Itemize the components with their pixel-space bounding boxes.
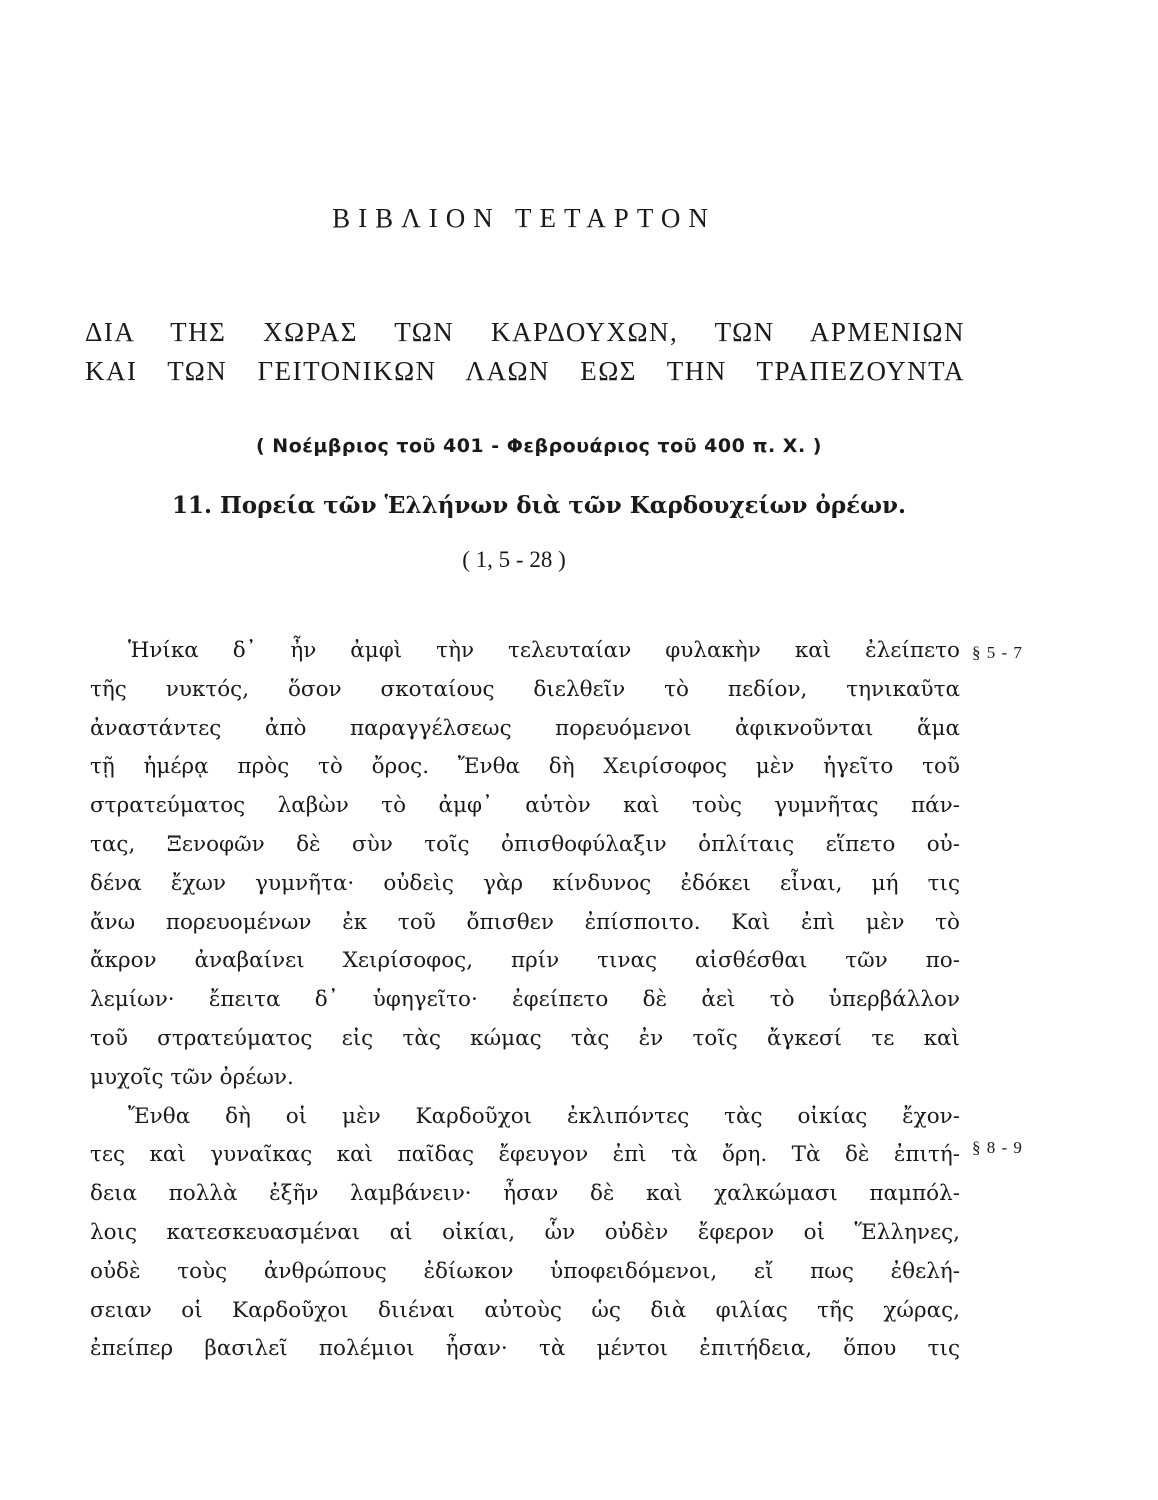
section-heading: 11. Πορεία τῶν Ἑλλήνων διὰ τῶν Καρδουχείων ὀρέων. bbox=[172, 492, 906, 519]
body-line: λεμίων· ἔπειτα δ᾽ ὑφηγεῖτο· ἐφείπετο δὲ ἀεὶ τὸ ὑπερβάλλον bbox=[90, 987, 960, 1013]
body-text bbox=[90, 632, 960, 1369]
date-range: ( Νοέμβριος τοῦ 401 - Φεβρουάριος τοῦ 400 π. Χ. ) bbox=[256, 435, 822, 457]
margin-ref-2: § 8 - 9 bbox=[972, 1138, 1023, 1157]
body-line: δένα ἔχων γυμνῆτα· οὐδεὶς γὰρ κίνδυνος ἐδόκει εἶναι, μή τις bbox=[90, 870, 960, 896]
body-line: Ἔνθα δὴ οἱ μὲν Καρδοῦχοι ἐκλιπόντες τὰς οἰκίας ἔχον- bbox=[128, 1103, 960, 1129]
body-line: ἐπείπερ βασιλεῖ πολέμιοι ἦσαν· τὰ μέντοι ἐπιτήδεια, ὅπου τις bbox=[90, 1336, 960, 1362]
body-line: στρατεύματος λαβὼν τὸ ἀμφ᾽ αὑτὸν καὶ τοὺς γυμνῆτας πάν- bbox=[90, 793, 960, 819]
body-line: οὐδὲ τοὺς ἀνθρώπους ἐδίωκον ὑποφειδόμενοι, εἴ πως ἐθελή- bbox=[90, 1258, 960, 1284]
body-line: τῇ ἡμέρᾳ πρὸς τὸ ὄρος. Ἔνθα δὴ Χειρίσοφος μὲν ἡγεῖτο τοῦ bbox=[90, 754, 960, 780]
section-range: ( 1, 5 - 28 ) bbox=[462, 547, 566, 572]
body-line: μυχοῖς τῶν ὀρέων. bbox=[90, 1064, 294, 1090]
body-line: ἄκρον ἀναβαίνει Χειρίσοφος, πρίν τινας αἰσθέσθαι τῶν πο- bbox=[90, 948, 960, 974]
body-line: τῆς νυκτός, ὅσον σκοταίους διελθεῖν τὸ πεδίον, τηνικαῦτα bbox=[90, 676, 960, 702]
body-line: τοῦ στρατεύματος εἰς τὰς κώμας τὰς ἐν τοῖς ἄγκεσί τε καὶ bbox=[90, 1025, 960, 1051]
subtitle-line-1: ΔΙΑ ΤΗΣ ΧΩΡΑΣ ΤΩΝ ΚΑΡΔΟΥΧΩΝ, ΤΩΝ ΑΡΜΕΝΙΩΝ bbox=[85, 317, 965, 347]
body-line: δεια πολλὰ ἐξῆν λαμβάνειν· ἦσαν δὲ καὶ χαλκώμασι παμπόλ- bbox=[90, 1181, 960, 1207]
margin-ref-1: § 5 - 7 bbox=[972, 643, 1023, 662]
body-line: ἄνω πορευομένων ἐκ τοῦ ὄπισθεν ἐπίσποιτο. Καὶ ἐπὶ μὲν τὸ bbox=[90, 909, 960, 935]
body-line: σειαν οἱ Καρδοῦχοι διιέναι αὐτοὺς ὡς διὰ φιλίας τῆς χώρας, bbox=[90, 1297, 960, 1323]
body-line: ἀναστάντες ἀπὸ παραγγέλσεως πορευόμενοι ἀφικνοῦνται ἅμα bbox=[90, 715, 960, 741]
body-line: λοις κατεσκευασμέναι αἱ οἰκίαι, ὧν οὐδὲν ἔφερον οἱ Ἕλληνες, bbox=[90, 1219, 960, 1245]
body-line: τες καὶ γυναῖκας καὶ παῖδας ἔφευγον ἐπὶ τὰ ὄρη. Τὰ δὲ ἐπιτή- bbox=[90, 1142, 960, 1168]
body-line: τας, Ξενοφῶν δὲ σὺν τοῖς ὀπισθοφύλαξιν ὁπλίταις εἵπετο οὐ- bbox=[90, 831, 960, 857]
body-line: Ἡνίκα δ᾽ ἦν ἀμφὶ τὴν τελευταίαν φυλακὴν καὶ ἐλείπετο bbox=[128, 638, 960, 663]
subtitle-line-2: ΚΑΙ ΤΩΝ ΓΕΙΤΟΝΙΚΩΝ ΛΑΩΝ ΕΩΣ ΤΗΝ ΤΡΑΠΕΖΟΥΝΤΑ bbox=[85, 356, 965, 386]
book-title: ΒΙΒΛΙΟΝ ΤΕΤΑΡΤΟΝ bbox=[332, 203, 716, 233]
